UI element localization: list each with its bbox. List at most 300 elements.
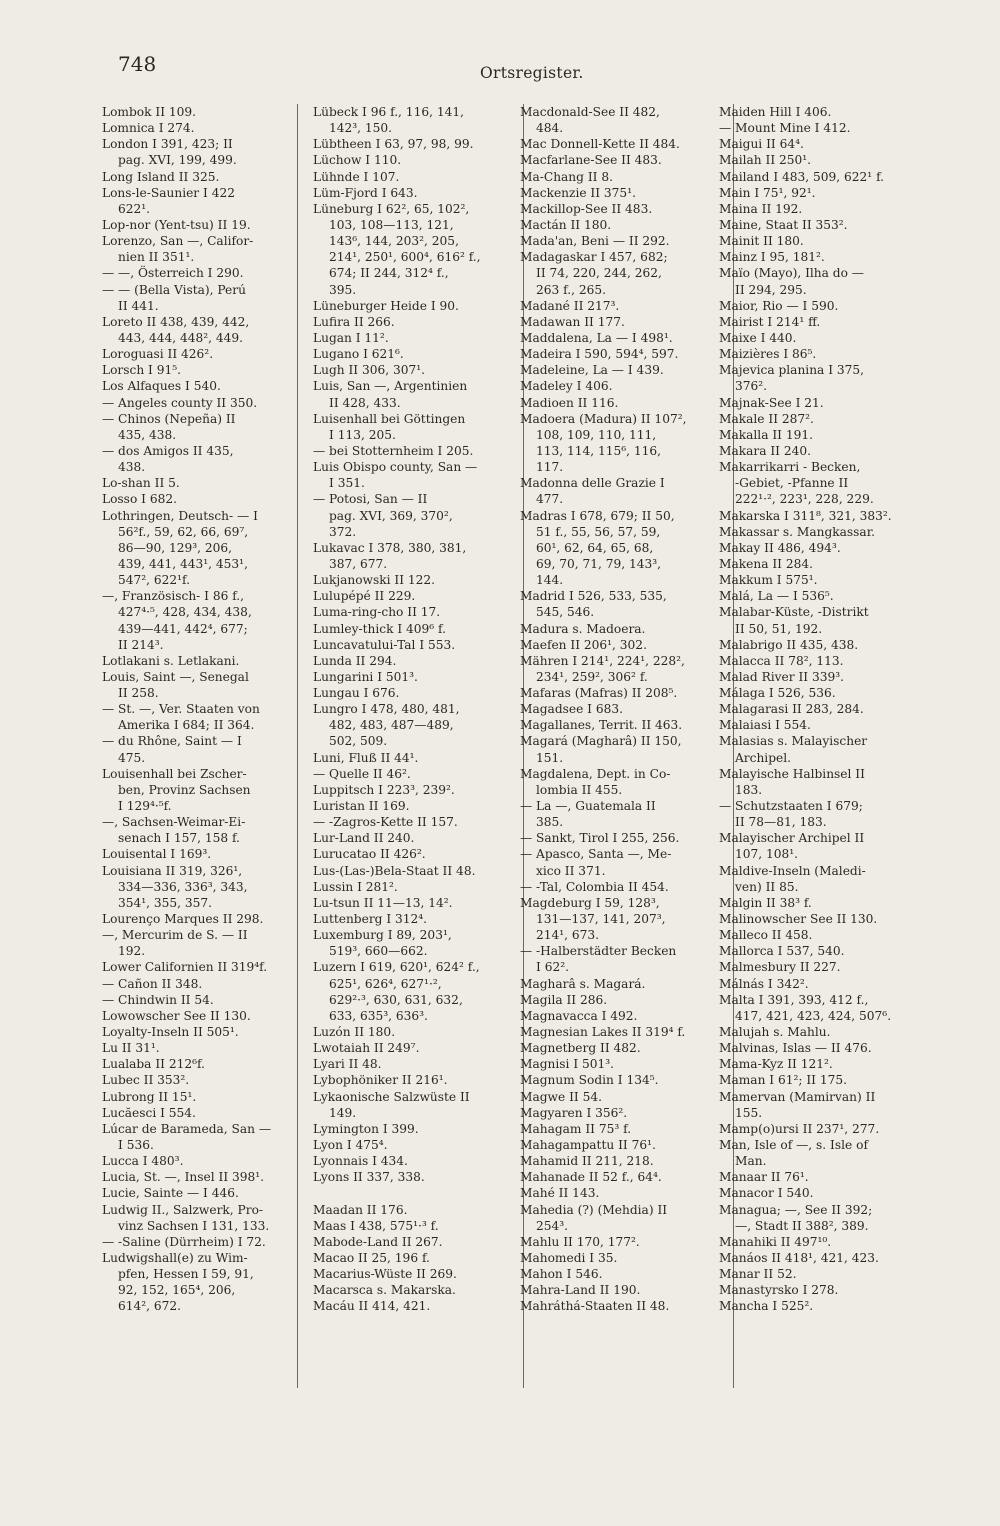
index-line: Louisiana II 319, 326¹, [102, 863, 243, 878]
index-line: Lungau I 676. [313, 686, 400, 701]
index-line: Mahamid II 211, 218. [520, 1154, 654, 1169]
index-line: 51 f., 55, 56, 57, 59, [536, 524, 661, 539]
index-line: 674; II 244, 312⁴ f., [329, 266, 449, 281]
index-line: 622¹. [118, 201, 151, 216]
index-line: Mackillop-See II 483. [520, 201, 653, 216]
index-line: Lu II 31¹. [102, 1041, 160, 1056]
index-line: Manáos II 418¹, 421, 423. [719, 1250, 879, 1265]
index-line: Mahagampattu II 76¹. [520, 1138, 656, 1152]
index-line: 149. [329, 1105, 357, 1120]
column-rule [297, 104, 298, 1388]
index-line: Louis, Saint —, Senegal [102, 669, 249, 684]
index-line: — Sankt, Tirol I 255, 256. [520, 831, 680, 846]
index-line: Lymington I 399. [313, 1121, 419, 1136]
index-line: Lowowscher See II 130. [102, 1008, 251, 1023]
index-line: Luncavatului-Tal I 553. [313, 637, 456, 652]
index-line: II 294, 295. [735, 282, 807, 297]
index-line: Luppitsch I 223³, 239². [313, 782, 455, 797]
index-line: Mamervan (Mamirvan) II [719, 1089, 876, 1104]
index-line: 484. [536, 121, 564, 136]
index-line: vinz Sachsen I 131, 133. [118, 1218, 270, 1233]
index-line: Málaga I 526, 536. [719, 686, 836, 701]
index-line: Maas I 438, 575¹·³ f. [313, 1218, 439, 1233]
index-line: Lus-(Las-)Bela-Staat II 48. [313, 863, 476, 878]
index-line: Malujah s. Mahlu. [719, 1025, 831, 1040]
index-line: Magnisi I 501³. [520, 1057, 615, 1072]
index-line: Ludwigshall(e) zu Wim- [102, 1250, 248, 1265]
index-line: Makale II 287². [719, 411, 814, 426]
index-line: 92, 152, 165⁴, 206, [118, 1283, 236, 1298]
index-line: Lüm-Fjord I 643. [313, 185, 418, 200]
index-line: 151. [536, 750, 564, 765]
index-line: Ma-Chang II 8. [520, 169, 613, 184]
index-line: — Quelle II 46². [313, 766, 411, 781]
index-line: Lucia, St. —, Insel II 398¹. [102, 1170, 265, 1185]
index-line: Mallorca I 537, 540. [719, 944, 845, 959]
index-line: I 62². [536, 960, 569, 975]
index-line: Man. [735, 1154, 767, 1169]
index-line: II 78—81, 183. [735, 815, 827, 830]
index-line: Madoera (Madura) II 107², [520, 411, 687, 426]
index-line: Magyaren I 356². [520, 1105, 628, 1120]
index-line: Loreto II 438, 439, 442, [102, 314, 250, 329]
index-line: Mähren I 214¹, 224¹, 228², [520, 653, 685, 668]
index-line: Manar II 52. [719, 1267, 797, 1282]
index-line: Lombok II 109. [102, 105, 197, 119]
index-line: Lufira II 266. [313, 314, 395, 329]
index-line: Luni, Fluß II 44¹. [313, 750, 419, 765]
index-line: -Gebiet, -Pfanne II [735, 476, 849, 491]
index-line: 502, 509. [329, 734, 388, 749]
index-line: 113, 114, 115⁶, 116, [536, 443, 662, 458]
index-line: Lur-Land II 240. [313, 831, 415, 846]
index-line: 519³, 660—662. [329, 944, 428, 959]
index-line: — La —, Guatemala II [520, 799, 656, 814]
index-line: Losso I 682. [102, 492, 177, 507]
index-line: Malinowscher See II 130. [719, 912, 878, 927]
index-line: Luristan II 169. [313, 799, 410, 814]
index-line: Madeleine, La — I 439. [520, 363, 664, 378]
index-line: — St. —, Ver. Staaten von [102, 702, 260, 717]
index-line: 435, 438. [118, 427, 177, 442]
index-line: 547², 622¹f. [118, 573, 190, 588]
index-line: Manahiki II 497¹⁰. [719, 1234, 832, 1249]
index-line: Madeley I 406. [520, 379, 613, 394]
index-line: Magará (Magharâ) II 150, [520, 734, 682, 749]
index-line: Maizières I 86⁵. [719, 347, 817, 362]
index-line: pfen, Hessen I 59, 91, [118, 1267, 254, 1282]
index-line: Malgin II 38³ f. [719, 895, 812, 910]
index-line: Mailand I 483, 509, 622¹ f. [719, 169, 885, 184]
index-line: Lualaba II 212⁶f. [102, 1057, 205, 1072]
index-line: Magnetberg II 482. [520, 1041, 641, 1056]
index-line: Mactán II 180. [520, 217, 612, 232]
index-line: Macáu II 414, 421. [313, 1299, 431, 1314]
index-line: Magwe II 54. [520, 1089, 602, 1104]
index-line: 214¹, 673. [536, 928, 600, 943]
index-line: Main I 75¹, 92¹. [719, 185, 816, 200]
index-line: Maadan II 176. [313, 1202, 408, 1217]
index-line: Malagarasi II 283, 284. [719, 702, 864, 717]
index-line: II 214³. [118, 637, 164, 652]
index-line: lombia II 455. [536, 782, 623, 797]
index-line: Lucca I 480³. [102, 1154, 184, 1169]
index-line: — dos Amigos II 435, [102, 443, 234, 458]
index-line: Malacca II 78², 113. [719, 653, 844, 668]
index-line: Long Island II 325. [102, 169, 220, 184]
index-line: Mahanade II 52 f., 64⁴. [520, 1170, 662, 1185]
index-line: Malabrigo II 435, 438. [719, 637, 859, 652]
index-line: ben, Provinz Sachsen [118, 782, 251, 797]
index-line: — -Halberstädter Becken [520, 944, 677, 959]
index-line: Magallanes, Territ. II 463. [520, 718, 683, 733]
index-line: 143⁶, 144, 203², 205, [329, 234, 459, 249]
index-line: 103, 108—113, 121, [329, 217, 454, 232]
index-line: 395. [329, 282, 357, 297]
index-line: Luzern I 619, 620¹, 624² f., [313, 960, 480, 975]
index-line: 222¹·², 223¹, 228, 229. [735, 492, 874, 507]
index-line: Lunda II 294. [313, 653, 397, 668]
index-line: Lüchow I 110. [313, 153, 402, 168]
index-line: Man, Isle of —, s. Isle of [719, 1138, 868, 1152]
index-line: Madagaskar I 457, 682; [520, 250, 668, 265]
index-line: Magdalena, Dept. in Co- [520, 766, 671, 781]
index-line: Macfarlane-See II 483. [520, 153, 662, 168]
page-number: 748 [118, 52, 157, 76]
index-line: pag. XVI, 369, 370², [329, 508, 453, 523]
index-line: Luma-ring-cho II 17. [313, 605, 441, 620]
index-line: Malabar-Küste, -Distrikt [719, 605, 869, 620]
index-line: Lyari II 48. [313, 1057, 382, 1072]
index-line: Mabode-Land II 267. [313, 1234, 443, 1249]
index-line: Lyon I 475⁴. [313, 1138, 388, 1152]
index-line: Maiden Hill I 406. [719, 105, 832, 119]
index-line: —, Sachsen-Weimar-Ei- [102, 815, 246, 830]
index-line: Archipel. [735, 750, 791, 765]
index-line: Macao II 25, 196 f. [313, 1250, 430, 1265]
index-line: Maldive-Inseln (Maledi- [719, 863, 866, 878]
index-line: Makena II 284. [719, 556, 813, 571]
index-line: Majnak-See I 21. [719, 395, 824, 410]
index-line: Malmesbury II 227. [719, 960, 841, 975]
index-line: Mackenzie II 375¹. [520, 185, 636, 200]
index-column-4 [719, 104, 934, 1315]
index-line: Luzón II 180. [313, 1025, 396, 1040]
index-line: Lomnica I 274. [102, 121, 195, 136]
index-line: 633, 635³, 636³. [329, 1008, 428, 1023]
index-line: Mahon I 546. [520, 1267, 603, 1282]
index-line: 56²f., 59, 62, 66, 69⁷, [118, 524, 249, 539]
index-line: Lüneburger Heide I 90. [313, 298, 459, 313]
index-line: — Chinos (Nepeña) II [102, 411, 236, 426]
index-line: Mancha I 525². [719, 1299, 814, 1314]
index-line: 385. [536, 815, 564, 830]
index-line: 192. [118, 944, 146, 959]
index-line: Lugan I 11². [313, 330, 389, 345]
index-line: Magnavacca I 492. [520, 1008, 638, 1023]
index-line: 117. [536, 460, 564, 475]
index-line: Lwotaiah II 249⁷. [313, 1041, 420, 1056]
index-line: II 428, 433. [329, 395, 401, 410]
index-line: Mainit II 180. [719, 234, 804, 249]
index-line: Magnum Sodin I 134⁵. [520, 1073, 659, 1088]
index-line: Mamp(o)ursi II 237¹, 277. [719, 1121, 880, 1136]
index-line: Lyons II 337, 338. [313, 1170, 425, 1185]
index-line: 183. [735, 782, 763, 797]
index-line: Madura s. Madoera. [520, 621, 646, 636]
index-line: Lourenço Marques II 298. [102, 912, 264, 927]
index-line: Maina II 192. [719, 201, 803, 216]
index-line: Lyonnais I 434. [313, 1154, 408, 1169]
index-line: Luxemburg I 89, 203¹, [313, 928, 452, 943]
index-line: I 536. [118, 1138, 154, 1152]
index-line: 376². [735, 379, 768, 394]
index-line: Lotlakani s. Letlakani. [102, 653, 240, 668]
index-line: Lungro I 478, 480, 481, [313, 702, 460, 717]
index-line: Lungarini I 501³. [313, 669, 418, 684]
index-line: Magadsee I 683. [520, 702, 623, 717]
index-line: Loroguasi II 426². [102, 347, 214, 362]
index-line: — Potosi, San — II [313, 492, 428, 507]
index-line: Makara II 240. [719, 443, 812, 458]
running-title: Ortsregister. [480, 64, 584, 82]
index-line: Lüneburg I 62², 65, 102², [313, 201, 470, 216]
index-line: Manastyrsko I 278. [719, 1283, 839, 1298]
index-line: Lothringen, Deutsch- — I [102, 508, 258, 523]
index-line: Managua; —, See II 392; [719, 1202, 873, 1217]
index-line: Los Alfaques I 540. [102, 379, 221, 394]
index-line: xico II 371. [536, 863, 606, 878]
index-line: —, Mercurim de S. — II [102, 928, 248, 943]
index-line: Malvinas, Islas — II 476. [719, 1041, 872, 1056]
index-line: Makay II 486, 494³. [719, 540, 841, 555]
index-line: Lühnde I 107. [313, 169, 400, 184]
index-line: Maefen II 206¹, 302. [520, 637, 647, 652]
index-line: Lugh II 306, 307¹. [313, 363, 426, 378]
index-line: 625¹, 626⁴, 627¹·², [329, 976, 442, 991]
index-line: 155. [735, 1105, 763, 1120]
index-line: Majevica planina I 375, [719, 363, 865, 378]
index-line: Mada'an, Beni — II 292. [520, 234, 670, 249]
index-line: Maigui II 64⁴. [719, 137, 804, 152]
index-line: 387, 677. [329, 556, 388, 571]
index-line: Luis, San —, Argentinien [313, 379, 468, 394]
index-line: Mairist I 214¹ ff. [719, 314, 821, 329]
index-line: senach I 157, 158 f. [118, 831, 240, 846]
index-line: nien II 351¹. [118, 250, 195, 265]
index-line: Madané II 217³. [520, 298, 620, 313]
index-line: Magharâ s. Magará. [520, 976, 646, 991]
index-line: Lorsch I 91⁵. [102, 363, 182, 378]
index-line: Maman I 61²; II 175. [719, 1073, 847, 1088]
index-line: 482, 483, 487—489, [329, 718, 454, 733]
index-line: Madioen II 116. [520, 395, 619, 410]
index-line: Lumley-thick I 409⁶ f. [313, 621, 447, 636]
index-line: Madonna delle Grazie I [520, 476, 665, 491]
index-line [313, 1185, 511, 1201]
index-line: — Angeles county II 350. [102, 395, 258, 410]
index-line: — -Saline (Dürrheim) I 72. [102, 1234, 266, 1249]
index-line: 438. [118, 460, 146, 475]
index-line: Mahé II 143. [520, 1186, 600, 1201]
index-line: Mahedia (?) (Mehdia) II [520, 1202, 668, 1217]
index-line: Makkum I 575¹. [719, 573, 818, 588]
index-line: Mac Donnell-Kette II 484. [520, 137, 680, 152]
index-line: Lo-shan II 5. [102, 476, 180, 491]
index-line: Mailah II 250¹. [719, 153, 812, 168]
index-line: — -Zagros-Kette II 157. [313, 815, 458, 830]
index-line: Louisenhall bei Zscher- [102, 766, 247, 781]
index-line: Luisenhall bei Göttingen [313, 411, 466, 426]
index-line: Lübtheen I 63, 97, 98, 99. [313, 137, 474, 152]
index-line: ven) II 85. [735, 879, 799, 894]
index-line: Lukavac I 378, 380, 381, [313, 540, 467, 555]
index-line: 417, 421, 423, 424, 507⁶. [735, 1008, 892, 1023]
index-line: Loyalty-Inseln II 505¹. [102, 1025, 239, 1040]
index-line: 131—137, 141, 207³, [536, 912, 666, 927]
index-line: Mama-Kyz II 121². [719, 1057, 833, 1072]
index-line: Luttenberg I 312⁴. [313, 912, 428, 927]
index-line: — Schutzstaaten I 679; [719, 799, 863, 814]
index-line: — — (Bella Vista), Perú [102, 282, 246, 297]
index-line: 263 f., 265. [536, 282, 606, 297]
index-line: 144. [536, 573, 564, 588]
index-line: — Cañon II 348. [102, 976, 203, 991]
index-line: Makassar s. Mangkassar. [719, 524, 876, 539]
index-line: Lykaonische Salzwüste II [313, 1089, 470, 1104]
index-line: — du Rhône, Saint — I [102, 734, 242, 749]
index-line: Malayischer Archipel II [719, 831, 865, 846]
index-line: Malá, La — I 536⁵. [719, 589, 834, 604]
index-line: pag. XVI, 199, 499. [118, 153, 237, 168]
index-line: 372. [329, 524, 357, 539]
index-line: Malleco II 458. [719, 928, 813, 943]
index-line: — Mount Mine I 412. [719, 121, 851, 136]
index-line: Malta I 391, 393, 412 f., [719, 992, 869, 1007]
index-line: Makarska I 311⁸, 321, 383². [719, 508, 892, 523]
index-line: 475. [118, 750, 146, 765]
index-line: I 113, 205. [329, 427, 396, 442]
index-line: Lübeck I 96 f., 116, 141, [313, 105, 464, 119]
index-line: Mahráthá-Staaten II 48. [520, 1299, 670, 1314]
index-line: — bei Stotternheim I 205. [313, 443, 474, 458]
index-line: II 441. [118, 298, 159, 313]
index-line: Magnesian Lakes II 319⁴ f. [520, 1025, 686, 1040]
index-line: Maddalena, La — I 498¹. [520, 330, 673, 345]
index-line: Manacor I 540. [719, 1186, 814, 1201]
index-line: Luis Obispo county, San — [313, 460, 478, 475]
index-line: 614², 672. [118, 1299, 182, 1314]
index-line: II 50, 51, 192. [735, 621, 823, 636]
index-line: Amerika I 684; II 364. [118, 718, 255, 733]
index-line: Lulupépé II 229. [313, 589, 416, 604]
index-line: 86—90, 129³, 206, [118, 540, 232, 555]
index-line: Mahagam II 75³ f. [520, 1121, 632, 1136]
index-line: — —, Österreich I 290. [102, 266, 244, 281]
index-line: 69, 70, 71, 79, 143³, [536, 556, 662, 571]
index-line: Makarrikarri - Becken, [719, 460, 861, 475]
index-line: 214¹, 250¹, 600⁴, 616² f., [329, 250, 481, 265]
index-line: Ludwig II., Salzwerk, Pro- [102, 1202, 264, 1217]
index-line: Lúcar de Barameda, San — [102, 1121, 272, 1136]
index-line: Lussin I 281². [313, 879, 398, 894]
index-line: 334—336, 336³, 343, [118, 879, 248, 894]
index-line: Mainz I 95, 181². [719, 250, 825, 265]
index-line: Lugano I 621⁶. [313, 347, 404, 362]
index-columns [100, 104, 940, 1394]
index-line: 60¹, 62, 64, 65, 68, [536, 540, 654, 555]
index-line: Maior, Rio — I 590. [719, 298, 839, 313]
index-line: Lurucatao II 426². [313, 847, 426, 862]
index-line: 254³. [536, 1218, 569, 1233]
index-line: Mafaras (Mafras) II 208⁵. [520, 686, 678, 701]
index-line: Lower Californien II 319⁴f. [102, 960, 268, 975]
index-line: 439—441, 442⁴, 677; [118, 621, 248, 636]
index-line: Magila II 286. [520, 992, 608, 1007]
index-line: 477. [536, 492, 564, 507]
index-line: 439, 441, 443¹, 453¹, [118, 556, 248, 571]
index-line: London I 391, 423; II [102, 137, 233, 152]
index-line: — -Tal, Colombia II 454. [520, 879, 669, 894]
index-line: Macdonald-See II 482, [520, 105, 660, 119]
index-line: Maine, Staat II 353². [719, 217, 848, 232]
index-line: Lubrong II 15¹. [102, 1089, 197, 1104]
index-line: — Chindwin II 54. [102, 992, 214, 1007]
index-column-1 [102, 104, 290, 1315]
index-line: Mahlu II 170, 177². [520, 1234, 640, 1249]
index-line: 354¹, 355, 357. [118, 895, 213, 910]
index-line: Mahomedi I 35. [520, 1250, 618, 1265]
index-line: II 258. [118, 686, 159, 701]
index-column-2 [313, 104, 511, 1315]
index-line: Málnás I 342². [719, 976, 809, 991]
index-line: Lons-le-Saunier I 422 [102, 185, 235, 200]
index-line: Madawan II 177. [520, 314, 625, 329]
index-line: I 351. [329, 476, 365, 491]
index-line: Lu-tsun II 11—13, 14². [313, 895, 453, 910]
index-line: Lubec II 353². [102, 1073, 190, 1088]
index-line: Magdeburg I 59, 128³, [520, 895, 660, 910]
index-line: Macarius-Wüste II 269. [313, 1267, 457, 1282]
index-line: 142³, 150. [329, 121, 393, 136]
index-line: 107, 108¹. [735, 847, 799, 862]
index-column-3 [520, 104, 728, 1315]
index-line: Maixe I 440. [719, 330, 797, 345]
index-line: I 129⁴·⁵f. [118, 799, 172, 814]
index-line: Madras I 678, 679; II 50, [520, 508, 675, 523]
index-line: 629²·³, 630, 631, 632, [329, 992, 463, 1007]
index-line: Malaiasi I 554. [719, 718, 811, 733]
index-line: —, Französisch- I 86 f., [102, 589, 245, 604]
index-line: Lop-nor (Yent-tsu) II 19. [102, 217, 251, 232]
index-line: — Apasco, Santa —, Me- [520, 847, 672, 862]
index-line: Malasias s. Malayischer [719, 734, 868, 749]
index-line: 108, 109, 110, 111, [536, 427, 657, 442]
index-line: Lukjanowski II 122. [313, 573, 436, 588]
index-line: Louisental I 169³. [102, 847, 212, 862]
index-line: Madrid I 526, 533, 535, [520, 589, 667, 604]
index-line: Lorenzo, San —, Califor- [102, 234, 254, 249]
index-line: 427⁴·⁵, 428, 434, 438, [118, 605, 252, 620]
index-line: Malayische Halbinsel II [719, 766, 865, 781]
index-line: 443, 444, 448², 449. [118, 330, 244, 345]
index-line: Macarsca s. Makarska. [313, 1283, 456, 1298]
index-line: 234¹, 259², 306² f. [536, 669, 648, 684]
index-line: Malad River II 339³. [719, 669, 844, 684]
index-line: Maïo (Mayo), Ilha do — [719, 266, 864, 281]
index-line: 545, 546. [536, 605, 595, 620]
index-line: —, Stadt II 388², 389. [735, 1218, 869, 1233]
